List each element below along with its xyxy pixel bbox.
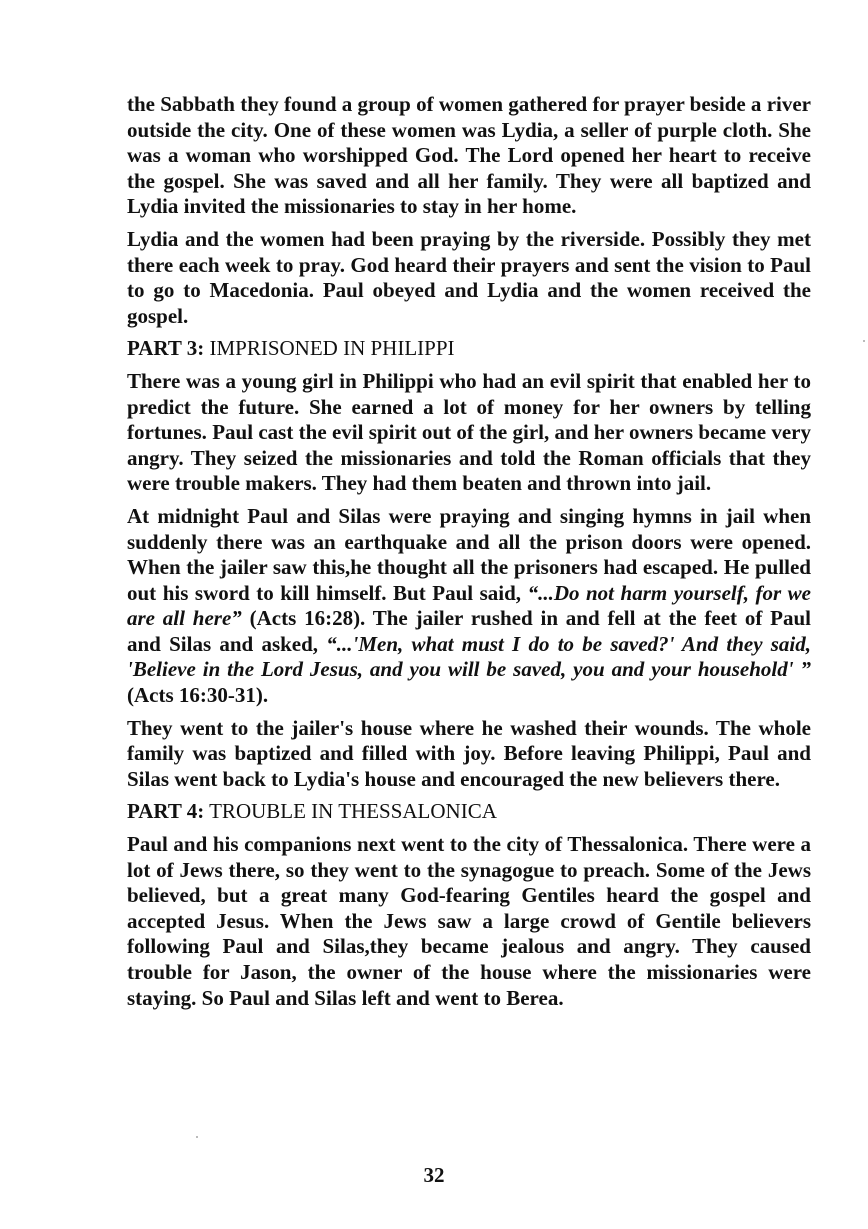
scan-speck [863,340,865,342]
text-segment: At midnight Paul and Silas were praying and singing hymns in jail when suddenly there was an earthquake and all the prison doors were opened. When the jailer saw this,he thought all the prisoners had escaped. He pulled out his sword to kill himself. But Paul said, [127,503,811,605]
page-number: 32 [423,1163,445,1187]
paragraph-thessalonica: Paul and his companions next went to the city of Thessalonica. There were a lot of Jews there, so they went to the synagogue to preach. Some of the Jews believed, but a great many God-fearing Gentiles heard the gospel and accepted Jesus. When the Jews saw a large crowd of Gentile believers following Paul and Silas,they became jealous and angry. They caused trouble for Jason, the owner of the house where the missionaries were staying. So Paul and Silas left and went to Berea. [127,832,811,1010]
scan-speck [196,1136,198,1138]
paragraph-earthquake [127,504,811,709]
section-heading-title: IMPRISONED IN PHILIPPI [209,336,455,361]
section-heading-title: TROUBLE IN THESSALONICA [209,799,497,824]
page-body [127,92,811,1018]
text-segment: (Acts 16:30-31). [127,683,269,708]
scripture-quote: “...Do not harm yourself, for we are all here” [127,580,811,631]
paragraph-jailer-house: They went to the jailer's house where he washed their wounds. The whole family was baptized and filled with joy. Before leaving Philippi, Paul and Silas went back to Lydia's house and encouraged the new believers there. [127,715,811,791]
text-segment: (Acts 16:28). The jailer rushed in and fell at the feet of Paul and Silas and asked, [127,606,812,656]
section-heading-label: PART 3: [127,336,205,361]
section-heading-part-3 [127,336,811,362]
section-heading-part-4 [127,799,811,825]
paragraph-lydia-prayer: Lydia and the women had been praying by the riverside. Possibly they met there each week to pray. God heard their prayers and sent the vision to Paul to go to Macedonia. Paul obeyed and Lydia and the women received the gospel. [127,226,811,328]
paragraph-evil-spirit: There was a young girl in Philippi who had an evil spirit that enabled her to predict the future. She earned a lot of money for her owners by telling fortunes. Paul cast the evil spirit out of the girl, and her owners became very angry. They seized the missionaries and told the Roman officials that they were trouble makers. They had them beaten and thrown into jail. [127,368,811,496]
section-heading-label: PART 4: [127,799,205,824]
scripture-quote: “...'Men, what must I do to be saved?' And they said, 'Believe in the Lord Jesus, and you will be saved, you and your household' ” [127,631,812,682]
paragraph-lydia-conversion: the Sabbath they found a group of women gathered for prayer beside a river outside the city. One of these women was Lydia, a seller of purple cloth. She was a woman who worshipped God. The Lord opened her heart to receive the gospel. She was saved and all her family. They were all baptized and Lydia invited the missionaries to stay in her home. [127,92,811,219]
